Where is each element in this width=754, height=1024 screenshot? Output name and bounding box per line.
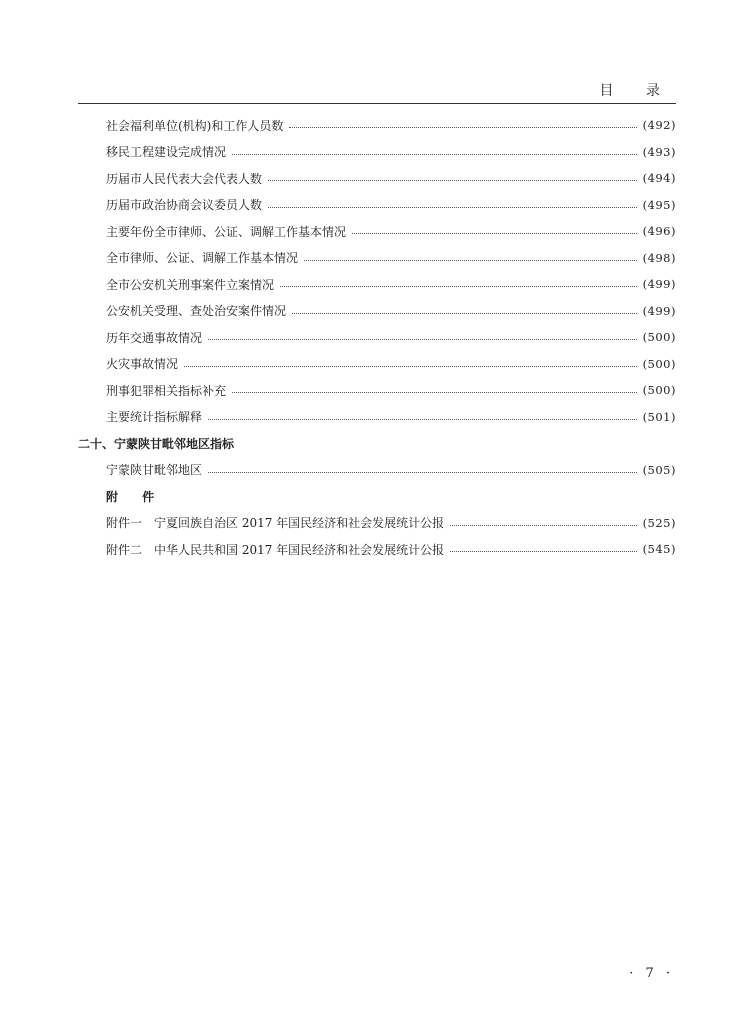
toc-entry-label: 移民工程建设完成情况 xyxy=(106,145,227,160)
toc-entry-page: (498) xyxy=(642,250,676,265)
toc-entry-page: (525) xyxy=(642,515,676,530)
dot-leader xyxy=(450,550,636,552)
toc-appendix-heading[interactable] xyxy=(78,483,676,510)
toc-entry-page: (495) xyxy=(642,197,676,212)
dot-leader xyxy=(232,391,637,393)
dot-leader xyxy=(268,206,637,208)
toc-entry-label: 附件一 宁夏回族自治区 2017 年国民经济和社会发展统计公报 xyxy=(106,516,445,531)
dot-leader xyxy=(184,365,637,367)
toc-entry-page: (545) xyxy=(642,542,676,557)
toc-entry[interactable] xyxy=(78,404,676,431)
dot-leader xyxy=(208,418,637,420)
toc-entry-label: 历届市人民代表大会代表人数 xyxy=(106,171,263,186)
dot-leader xyxy=(208,338,637,340)
toc-entry[interactable] xyxy=(78,112,676,139)
toc-entry[interactable] xyxy=(78,271,676,298)
toc-entry-label: 主要统计指标解释 xyxy=(106,410,203,425)
toc-entry-label: 宁蒙陕甘毗邻地区 xyxy=(106,463,203,478)
toc-entry-page: (500) xyxy=(642,383,676,398)
toc-entry[interactable] xyxy=(78,377,676,404)
dot-leader xyxy=(280,285,637,287)
toc-entry-label: 历年交通事故情况 xyxy=(106,330,203,345)
toc-entry-label: 公安机关受理、查处治安案件情况 xyxy=(106,304,287,319)
toc-entry[interactable] xyxy=(78,536,676,563)
toc-entry[interactable] xyxy=(78,457,676,484)
appendix-title: 附 件 xyxy=(106,489,165,504)
toc-entry-label: 社会福利单位(机构)和工作人员数 xyxy=(106,118,284,133)
toc-entry-label: 全市律师、公证、调解工作基本情况 xyxy=(106,251,299,266)
toc-entry[interactable] xyxy=(78,245,676,272)
toc-entry-page: (492) xyxy=(642,118,676,133)
dot-leader xyxy=(232,153,637,155)
toc-entry-label: 火灾事故情况 xyxy=(106,357,179,372)
toc-entry[interactable] xyxy=(78,510,676,537)
toc-entry[interactable] xyxy=(78,351,676,378)
dot-leader xyxy=(352,232,637,234)
toc-section-heading[interactable] xyxy=(78,430,676,457)
toc-entry-page: (496) xyxy=(642,224,676,239)
toc-entry[interactable] xyxy=(78,324,676,351)
toc-entry[interactable] xyxy=(78,139,676,166)
toc-entry-page: (505) xyxy=(642,462,676,477)
toc-entry[interactable] xyxy=(78,298,676,325)
running-header-title: 目 录 xyxy=(599,83,674,99)
toc-entry-label: 主要年份全市律师、公证、调解工作基本情况 xyxy=(106,224,347,239)
dot-leader xyxy=(292,312,637,314)
toc-entry-page: (493) xyxy=(642,144,676,159)
toc-entry-label: 附件二 中华人民共和国 2017 年国民经济和社会发展统计公报 xyxy=(106,542,445,557)
header-rule xyxy=(78,103,676,104)
section-title: 二十、宁蒙陕甘毗邻地区指标 xyxy=(78,436,235,451)
toc-entry-page: (494) xyxy=(642,171,676,186)
toc-entry[interactable] xyxy=(78,165,676,192)
toc-entry-page: (499) xyxy=(642,277,676,292)
toc-entry-page: (501) xyxy=(642,409,676,424)
dot-leader xyxy=(289,126,636,128)
dot-leader xyxy=(304,259,637,261)
toc-entry-label: 刑事犯罪相关指标补充 xyxy=(106,383,227,398)
toc-entry-label: 全市公安机关刑事案件立案情况 xyxy=(106,277,275,292)
dot-leader xyxy=(450,524,636,526)
toc-entry-page: (500) xyxy=(642,330,676,345)
toc-entry-page: (500) xyxy=(642,356,676,371)
dot-leader xyxy=(268,179,637,181)
table-of-contents xyxy=(78,112,676,563)
page-number: · 7 · xyxy=(629,966,674,981)
toc-entry[interactable] xyxy=(78,218,676,245)
dot-leader xyxy=(208,471,637,473)
toc-entry-label: 历届市政治协商会议委员人数 xyxy=(106,198,263,213)
toc-entry[interactable] xyxy=(78,192,676,219)
toc-entry-page: (499) xyxy=(642,303,676,318)
